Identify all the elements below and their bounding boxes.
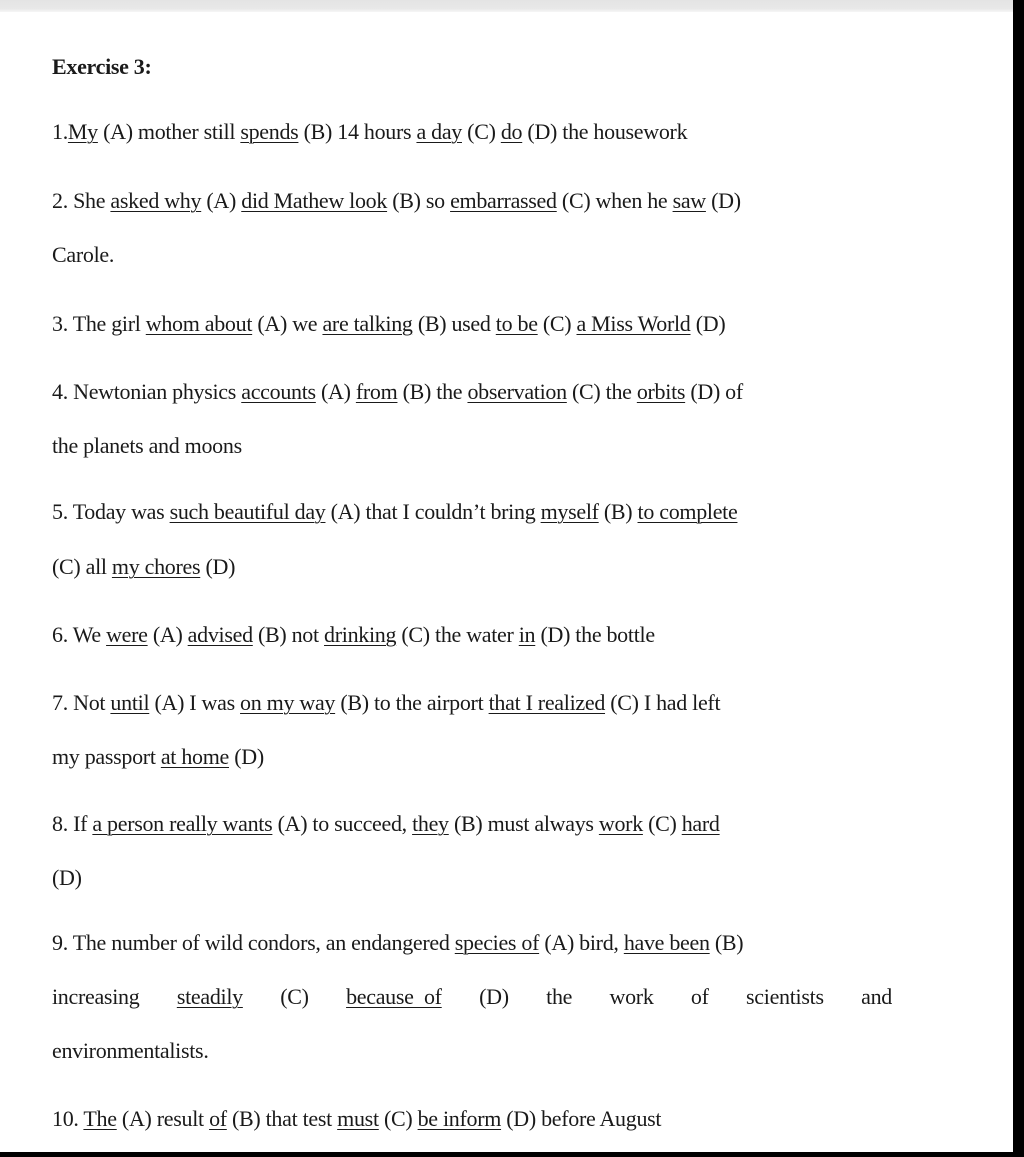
underlined-option-phrase: at home [160,744,229,769]
question-text: (B) [709,930,744,955]
underlined-option-phrase: were [106,622,148,647]
question-text: (B) not [252,622,325,647]
question-text: Carole. [52,242,115,267]
question-text: (C) [642,811,682,836]
question-text: (B) to the airport [335,690,489,715]
question-text: environmentalists. [52,1038,209,1063]
question-line [52,621,655,649]
question-text: and [861,984,892,1009]
question-text: (D) [52,865,82,890]
question-line [52,310,725,338]
exercise-title: Exercise 3: [52,54,152,79]
question-text: (B) must always [448,811,599,836]
underlined-option-phrase: they [412,811,449,836]
underlined-option-phrase: observation [467,379,567,404]
underlined-option-phrase: species of [454,930,540,955]
question-text: (B) that test [226,1106,338,1131]
question-line [52,1037,209,1065]
question-line [52,118,687,146]
question-text: the [546,984,573,1009]
underlined-option-phrase: saw [672,188,706,213]
question-line [52,553,235,581]
underlined-option-phrase: accounts [241,379,316,404]
question-text: She [73,188,111,213]
underlined-option-phrase: whom about [145,311,253,336]
question-number: 9. [52,930,68,955]
question-text: (A) to succeed, [272,811,413,836]
underlined-option-phrase: in [518,622,536,647]
underlined-option-phrase: are talking [322,311,413,336]
question-number: 5. [52,499,68,524]
underlined-option-phrase: asked why [110,188,202,213]
question-text: The girl [67,311,146,336]
underlined-option-phrase: my chores [111,554,201,579]
underlined-option-phrase: embarrassed [450,188,557,213]
question-line [52,241,114,269]
question-text: (D) of [685,379,743,404]
question-line [52,432,242,460]
question-text: (C) [537,311,577,336]
question-line [52,929,743,957]
question-text: (D) [200,554,236,579]
underlined-option-phrase: The [83,1106,117,1131]
question-line [52,187,741,215]
question-text: (B) 14 hours [298,119,417,144]
underlined-option-phrase: a Miss World [576,311,691,336]
question-text: (B) the [397,379,468,404]
underlined-option-phrase: steadily [176,984,243,1009]
underlined-option-phrase: until [110,690,150,715]
question-text: my passport [52,744,161,769]
question-text: (A) bird, [539,930,624,955]
question-text: Today was [67,499,170,524]
question-number: 3. [52,311,68,336]
underlined-option-phrase: that I realized [488,690,606,715]
question-text: (B) used [412,311,496,336]
question-text: The number of wild condors, an endangered [67,930,455,955]
underlined-option-phrase: work [598,811,643,836]
question-text: (A) [315,379,356,404]
question-text: (D) the housework [522,119,688,144]
question-line [52,743,264,771]
question-text: We [67,622,107,647]
bottom-black-border [0,1152,1024,1157]
question-text: (D) [229,744,264,769]
question-text: (B) [598,499,638,524]
underlined-option-phrase: must [337,1106,379,1131]
question-line [52,498,737,526]
top-gray-strip [0,0,1013,12]
question-text: (C) I had left [605,690,721,715]
question-line [52,864,82,892]
question-line [52,810,720,838]
question-text: (A) result [116,1106,210,1131]
underlined-option-phrase: a person really wants [92,811,273,836]
question-line [52,378,743,406]
underlined-option-phrase: because of [346,984,442,1009]
question-text: (D) [479,984,509,1009]
underlined-option-phrase: be inform [417,1106,502,1131]
question-text: If [67,811,93,836]
question-line [52,983,892,1011]
question-text: (A) mother still [97,119,241,144]
question-number: 2. [52,188,74,213]
question-text: (C) [461,119,501,144]
question-text: (C) [280,984,309,1009]
question-line [52,689,720,717]
question-text: of [690,984,709,1009]
question-text: (B) so [387,188,451,213]
underlined-option-phrase: to complete [637,499,738,524]
underlined-option-phrase: such beautiful day [169,499,326,524]
question-number: 7. [52,690,68,715]
underlined-option-phrase: have been [623,930,710,955]
question-text: (C) the [566,379,637,404]
underlined-option-phrase: drinking [324,622,397,647]
underlined-option-phrase: a day [416,119,462,144]
underlined-option-phrase: from [355,379,398,404]
question-text: (A) we [252,311,323,336]
question-text: (D) before August [501,1106,662,1131]
underlined-option-phrase: hard [681,811,720,836]
question-text: (A) I was [149,690,241,715]
question-number: 8. [52,811,68,836]
question-text: (A) [147,622,188,647]
question-text: (D) [690,311,726,336]
question-number: 4. [52,379,68,404]
underlined-option-phrase: did Mathew look [241,188,388,213]
question-text: (D) [705,188,741,213]
question-text: work [609,984,654,1009]
underlined-option-phrase: advised [187,622,253,647]
underlined-option-phrase: myself [540,499,599,524]
right-black-border [1013,0,1024,1157]
question-text: Not [67,690,111,715]
question-text: Newtonian physics [67,379,242,404]
underlined-option-phrase: to be [495,311,538,336]
question-text: (C) the water [396,622,519,647]
question-number: 6. [52,622,68,647]
question-text: (C) when he [556,188,673,213]
question-number: 10. [52,1106,79,1131]
underlined-option-phrase: on my way [240,690,336,715]
question-text: (C) [378,1106,418,1131]
question-text: (D) the bottle [535,622,655,647]
underlined-option-phrase: spends [240,119,299,144]
underlined-option-phrase: do [500,119,523,144]
question-text: (C) all [52,554,112,579]
underlined-option-phrase: orbits [636,379,686,404]
question-text: increasing [52,984,140,1009]
underlined-option-phrase: My [67,119,98,144]
question-text: (A) [201,188,242,213]
question-number: 1. [52,119,68,144]
question-line [52,1105,661,1133]
question-text: (A) that I couldn’t bring [325,499,541,524]
question-text: scientists [746,984,824,1009]
question-text: the planets and moons [52,433,242,458]
underlined-option-phrase: of [209,1106,227,1131]
